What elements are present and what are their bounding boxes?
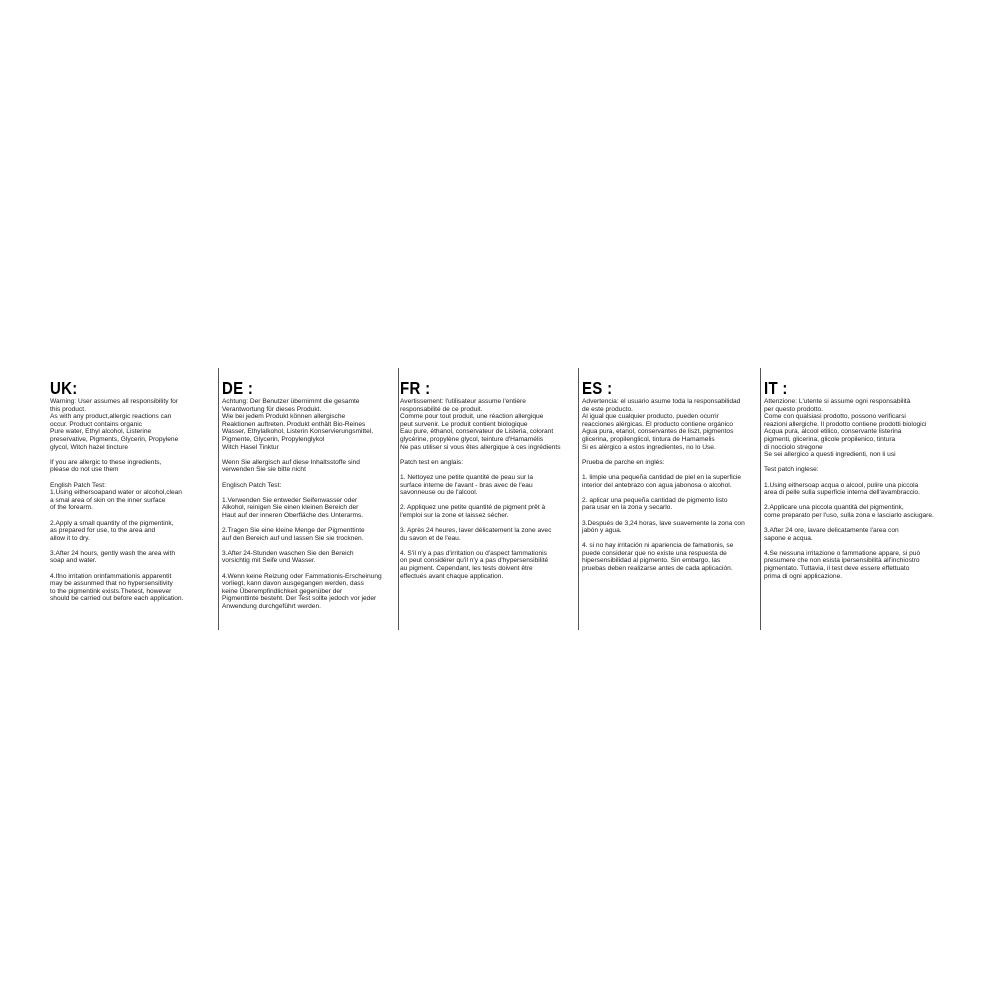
fr-paragraph-step-2: 2. Appliquez une petite quantité de pigment prêt à l'emploi sur la zone et laissez sécher.: [400, 504, 546, 519]
uk-paragraph-step-4: 4.Ifno irritation orinfammationis apparentit may be assunmed that no hypersensitivity to the pigmentink exists.Thetest, however should be carried out before each application.: [50, 572, 184, 603]
column-divider: [218, 368, 219, 630]
de-paragraph-patch-test-title: Englisch Patch Test:: [222, 481, 282, 489]
section-uk: [50, 380, 216, 630]
es-paragraph-step-1: 1. limpie una pequeña cantidad de piel en la superficie interior del antebrazo con agua jabonosa o alcohol.: [582, 473, 742, 489]
es-paragraph-warning: Advertencia: el usuario asume toda la responsabilidad de este producto. Al igual que cualquier producto, pueden ocurrir reacciones alérgicas. El producto contiene orgánico Agua pura, etanol, conservantes de liszt, pigmentos glicerina, propilenglicol, tintura de Hamamelis Si es alérgico a estos ingredientes, no lo Use.: [582, 398, 741, 451]
de-paragraph-warning: Achtung: Der Benutzer übernimmt die gesamte Verantwortung für dieses Produkt. Wie bei jedem Produkt können allergische Reaktionen auftreten. Produkt enthält Bio-Reines Wasser, Ethylalkohol, Listerin Konservierungsmittel, Pigmente, Glycerin, Propylenglykol Witch Hasel Tinktur: [222, 398, 374, 451]
section-heading-fr: FR :: [400, 378, 431, 399]
fr-paragraph-step-1: 1. Nettoyez une petite quantité de peau sur la surface interne de l'avant - bras avec de l'eau savonneuse ou de l'alcool.: [400, 473, 534, 497]
section-it: [764, 380, 954, 630]
fr-paragraph-step-4: 4. S'il n'y a pas d'irritation ou d'aspect fammationis on peut considérer qu'il n'y a pas d'hypersensibilité au pigment. Cependant, les tests doivent être effectués avant chaque application.: [400, 549, 549, 580]
es-paragraph-step-2: 2. aplicar una pequeña cantidad de pigmento listo para usar en la zona y secarlo.: [582, 496, 728, 512]
fr-paragraph-step-3: 3. Après 24 heures, laver délicatement la zone avec du savon et de l'eau.: [400, 527, 552, 542]
section-heading-uk: UK:: [50, 378, 78, 399]
de-paragraph-step-1: 1.Verwenden Sie entweder Seifenwasser oder Alkohol, reinigen Sie einen kleinen Bereich der Haut auf der inneren Oberfläche des Unterarms.: [222, 496, 364, 519]
section-de: [222, 380, 396, 630]
de-paragraph-step-2: 2.Tragen Sie eine kleine Menge der Pigmenttinte auf den Bereich auf und lassen Sie sie trocknen.: [222, 527, 365, 542]
section-fr: [400, 380, 576, 630]
section-heading-de: DE :: [222, 378, 254, 399]
uk-paragraph-step-2: 2.Apply a small quantity of the pigmentink, as prepared for use, to the area and allow it to dry.: [50, 519, 174, 542]
de-paragraph-allergy-notice: Wenn Sie allergisch auf diese Inhaltsstoffe sind verwenden Sie sie bitte nicht: [222, 458, 360, 474]
column-divider: [760, 368, 761, 630]
section-es: [582, 380, 758, 630]
multilingual-instructions-strip: [48, 368, 954, 630]
de-paragraph-step-3: 3.After 24-Stunden waschen Sie den Bereich vorsichtig mit Seife und Wasser.: [222, 549, 354, 565]
column-divider: [398, 368, 399, 630]
es-paragraph-step-4: 4. si no hay irritación ni apariencia de famationis, se puede considerar que no existe una respuesta de hipersensibilidad al pigmento. Sin embargo, las pruebas deben realizarse antes de cada aplicación.: [582, 542, 734, 573]
uk-paragraph-warning: Warning: User assumes all responsibility for this product. As with any product,allergic reactions can occur. Product contains organic Pure water, Ethyl alcohol, Listerine preservative, Pigments, Glycerin, Propylene glycol, Witch hazel tincture: [50, 398, 179, 451]
it-paragraph-step-1: 1.Using eithersoap acqua o alcool, pulire una piccola area di pelle sulla superficie interna dell'avambraccio.: [764, 481, 920, 497]
de-paragraph-step-4: 4.Wenn keine Reizung oder Fammationis-Erscheinung vorliegt, kann davon ausgegangen werden, dass keine Überempfindlichkeit gegenüber der Pigmenttinte besteht. Der Test sollte jedoch vor jeder Anwendung durchgeführt werden.: [222, 572, 382, 611]
fr-paragraph-warning: Avertissement: l'utilisateur assume l'entière responsabilité de ce produit. Comme pour tout produit, une réaction allergique peut survenir. Le produit contient biologique Eau pure, éthanol, conservateur de Listeria, colorant glycérine, propylène glycol, teinture d'Hamamélis Ne pas utiliser si vous êtes allergique à ces ingrédients: [400, 398, 561, 451]
section-heading-es: ES :: [582, 378, 613, 399]
uk-paragraph-step-3: 3.After 24 hours, gently wash the area with soap and water.: [50, 549, 175, 565]
section-heading-it: IT :: [764, 378, 788, 399]
it-paragraph-step-4: 4.Se nessuna irritazione o fammatione appare, si può presumere che non esista ipersensibilità all'inchiostro pigmentato. Tuttavia, il test deve essere effettuato prima di ogni applicazione.: [764, 549, 921, 580]
uk-paragraph-step-1: English Patch Test: 1.Using eithersoapand water or alcohol,clean a smal area of skin on the inner surface of the forearm.: [50, 481, 182, 512]
es-paragraph-step-3: 3.Después de 3,24 horas, lave suavemente la zona con jabón y agua.: [582, 519, 745, 535]
uk-paragraph-allergy-notice: If you are allergic to these ingredients, please do not use them: [50, 458, 162, 474]
fr-paragraph-patch-test-title: Patch test en anglais:: [400, 458, 464, 466]
column-divider: [578, 368, 579, 630]
it-paragraph-warning: Attenzione: L'utente si assume ogni responsabilità per questo prodotto. Come con qualsiasi prodotto, possono verificarsi reazioni allergiche. Il prodotto contiene prodotti biologici Acqua pura, alcool etilico, conservante listerina pigmenti, glicerina, glicole propilenico, tintura di nocciolo stregone Se sei allergico a questi ingredienti, non li usi: [764, 398, 927, 459]
es-paragraph-patch-test-title: Prueba de parche en inglés:: [582, 458, 665, 466]
it-paragraph-patch-test-title: Test patch inglese:: [764, 466, 819, 474]
it-paragraph-step-2: 2.Applicare una piccola quantità del pigmentink, come preparato per l'uso, sulla zona e lasciarlo asciugare.: [764, 504, 934, 519]
it-paragraph-step-3: 3.After 24 ore, lavare delicatamente l'area con sapone e acqua.: [764, 527, 899, 542]
